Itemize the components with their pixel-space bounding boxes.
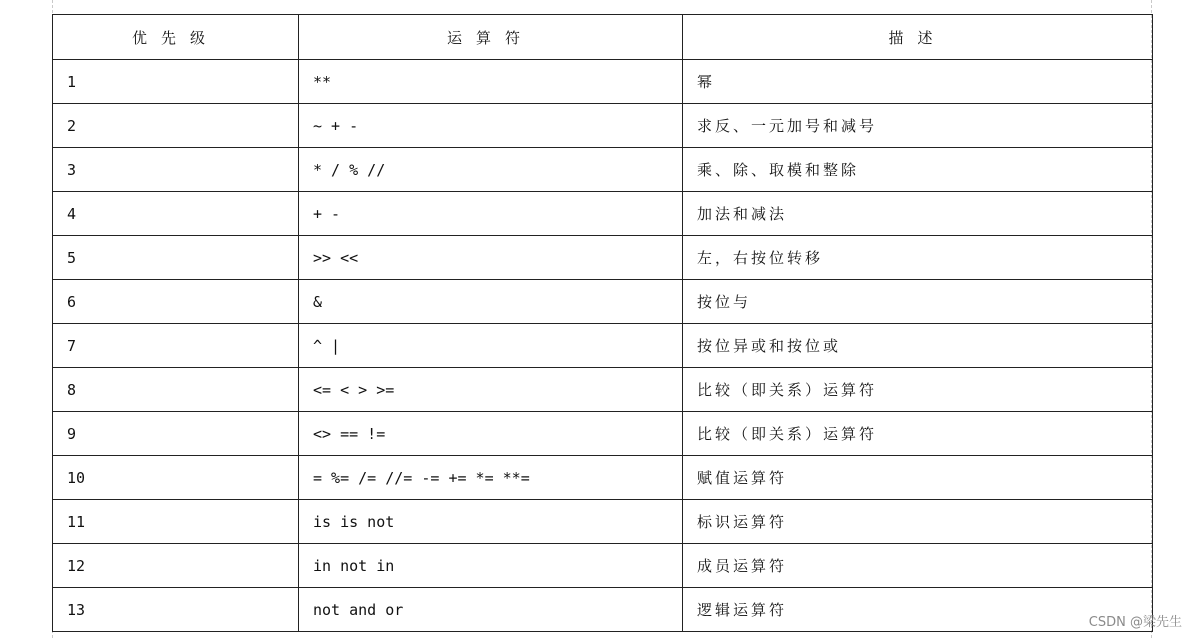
priority-cell: 7 (53, 324, 299, 368)
description-cell: 逻辑运算符 (683, 588, 1153, 632)
description-cell: 按位与 (683, 280, 1153, 324)
priority-cell: 2 (53, 104, 299, 148)
table-row (53, 412, 1153, 456)
priority-cell: 6 (53, 280, 299, 324)
priority-cell: 11 (53, 500, 299, 544)
table-row (53, 544, 1153, 588)
description-cell: 比较（即关系）运算符 (683, 412, 1153, 456)
operator-cell: not and or (299, 588, 683, 632)
header-priority: 优先级 (53, 15, 299, 60)
operator-cell: + - (299, 192, 683, 236)
operator-cell: >> << (299, 236, 683, 280)
description-cell: 标识运算符 (683, 500, 1153, 544)
table-row (53, 588, 1153, 632)
operator-cell: in not in (299, 544, 683, 588)
operator-cell: ** (299, 60, 683, 104)
operator-cell: ~ + - (299, 104, 683, 148)
operator-precedence-table (52, 14, 1153, 632)
operator-cell: * / % // (299, 148, 683, 192)
description-cell: 加法和减法 (683, 192, 1153, 236)
priority-cell: 1 (53, 60, 299, 104)
operator-cell: ^ | (299, 324, 683, 368)
priority-cell: 4 (53, 192, 299, 236)
operator-cell: is is not (299, 500, 683, 544)
priority-cell: 8 (53, 368, 299, 412)
header-row (53, 15, 1153, 60)
table-row (53, 104, 1153, 148)
operator-cell: <> == != (299, 412, 683, 456)
header-operator: 运算符 (299, 15, 683, 60)
description-cell: 按位异或和按位或 (683, 324, 1153, 368)
priority-cell: 12 (53, 544, 299, 588)
header-description: 描述 (683, 15, 1153, 60)
description-cell: 左，右按位转移 (683, 236, 1153, 280)
priority-cell: 10 (53, 456, 299, 500)
table-row (53, 500, 1153, 544)
description-cell: 比较（即关系）运算符 (683, 368, 1153, 412)
table-row (53, 236, 1153, 280)
priority-cell: 13 (53, 588, 299, 632)
operator-cell: & (299, 280, 683, 324)
operator-cell: <= < > >= (299, 368, 683, 412)
description-cell: 赋值运算符 (683, 456, 1153, 500)
description-cell: 成员运算符 (683, 544, 1153, 588)
priority-cell: 3 (53, 148, 299, 192)
table-row (53, 324, 1153, 368)
description-cell: 幂 (683, 60, 1153, 104)
watermark: CSDN @梁先生 (1088, 615, 1182, 630)
table-row (53, 280, 1153, 324)
operator-cell: = %= /= //= -= += *= **= (299, 456, 683, 500)
description-cell: 求反、一元加号和减号 (683, 104, 1153, 148)
table-row (53, 148, 1153, 192)
table-row (53, 192, 1153, 236)
table-row (53, 368, 1153, 412)
priority-cell: 5 (53, 236, 299, 280)
description-cell: 乘、除、取模和整除 (683, 148, 1153, 192)
table-row (53, 456, 1153, 500)
table-row (53, 60, 1153, 104)
priority-cell: 9 (53, 412, 299, 456)
